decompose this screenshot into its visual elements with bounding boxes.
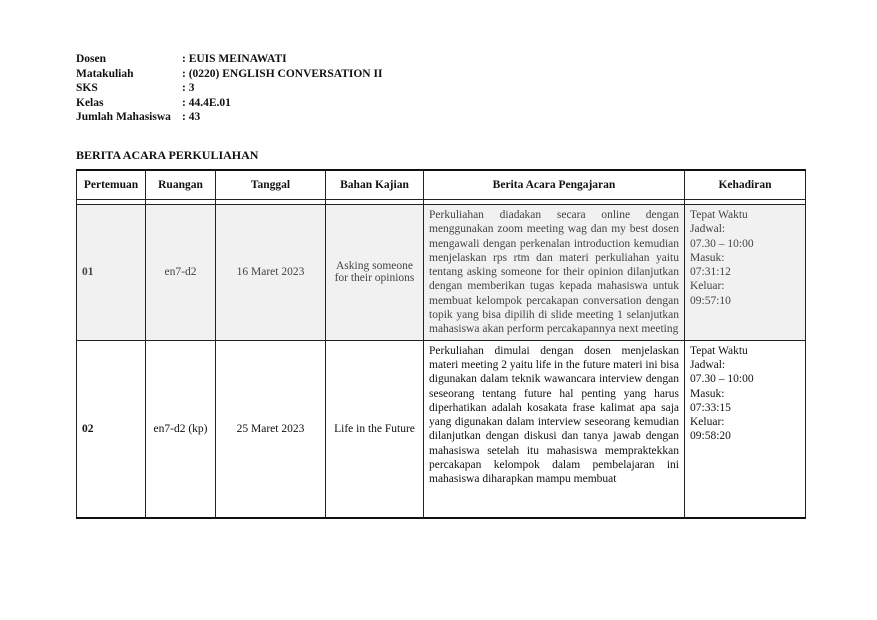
- jadwal-value: 07.30 – 10:00: [690, 237, 754, 250]
- column-header: Ruangan: [146, 170, 216, 200]
- jumlah-mahasiswa-row: [76, 110, 382, 125]
- ruangan-cell: en7-d2: [146, 205, 216, 341]
- matakuliah-label: Matakuliah: [76, 67, 134, 80]
- jadwal-label: Jadwal:: [690, 223, 726, 236]
- kelas-label: Kelas: [76, 96, 104, 109]
- course-info: [76, 52, 382, 125]
- matakuliah-row: [76, 67, 382, 82]
- table-row: [77, 205, 806, 341]
- section-title: BERITA ACARA PERKULIAHAN: [76, 148, 259, 162]
- pertemuan-cell: 02: [77, 340, 146, 518]
- masuk-label: Masuk:: [690, 387, 725, 400]
- masuk-label: Masuk:: [690, 251, 725, 264]
- dosen-value: : EUIS MEINAWATI: [182, 53, 287, 65]
- column-header: Tanggal: [216, 170, 326, 200]
- jadwal-value: 07.30 – 10:00: [690, 373, 754, 386]
- sks-label: SKS: [76, 82, 98, 94]
- kelas-row: [76, 96, 382, 111]
- jumlah-mahasiswa-value: : 43: [182, 111, 201, 123]
- attendance-status: Tepat Waktu: [690, 209, 748, 221]
- tanggal-cell: 16 Maret 2023: [216, 205, 326, 341]
- berita-acara-cell: [424, 340, 685, 518]
- keluar-value: 09:58:20: [690, 430, 731, 443]
- keluar-value: 09:57:10: [690, 294, 731, 307]
- sks-value: : 3: [182, 82, 195, 94]
- column-header: Kehadiran: [685, 170, 806, 200]
- dosen-label: Dosen: [76, 53, 107, 65]
- column-header: Pertemuan: [77, 170, 146, 200]
- pertemuan-cell: 01: [77, 205, 146, 341]
- keluar-label: Keluar:: [690, 416, 725, 429]
- berita-acara-text: Perkuliahan dimulai dengan dosen menjelaskan materi meeting 2 yaitu life in the future materi ini bisa digunakan dalam teknik wawancara interview dengan seseorang tentang future hal penting yang harus diperhatikan adalah kosakata frase kalimat apa saja yang digunakan dalam interview seseorang kemudian dilanjutkan dengan diskusi dan tanya jawab dengan mahasiswa setelah itu mahasiswa mempraktekkan percakapan kelompok dalam pembelajaran ini mahasiswa diharapkan mampu membuat: [429, 344, 679, 486]
- keluar-label: Keluar:: [690, 280, 725, 293]
- jadwal-label: Jadwal:: [690, 358, 726, 371]
- column-header: Berita Acara Pengajaran: [424, 170, 685, 200]
- jumlah-mahasiswa-label: Jumlah Mahasiswa: [76, 111, 171, 123]
- masuk-value: 07:31:12: [690, 266, 731, 279]
- bahan-kajian-cell: Asking someone for their opinions: [326, 205, 424, 341]
- attendance-status: Tepat Waktu: [690, 344, 748, 357]
- column-header: Bahan Kajian: [326, 170, 424, 200]
- dosen-row: [76, 52, 382, 67]
- kehadiran-cell: [685, 205, 806, 341]
- bahan-kajian-cell: Life in the Future: [326, 340, 424, 518]
- table-row: [77, 340, 806, 518]
- lecture-report-table: [76, 169, 806, 519]
- tanggal-cell: 25 Maret 2023: [216, 340, 326, 518]
- berita-acara-cell: Perkuliahan diadakan secara online dengan menggunakan zoom meeting wag dan my best dosen mengawali dengan perkenalan introduction kemudian menjelaskan rps rtm dan materi perkuliahan yaitu tentang asking someone for their opinion dilanjutkan dengan memberikan tugas kepada mahasiswa untuk membuat kelompok percakapan conversation dengan topik yang bisa dipilih di slide meeting 1 selanjutkan mahasiswa akan perform percakapannya next meeting: [424, 205, 685, 341]
- kelas-value: : 44.4E.01: [182, 96, 231, 109]
- matakuliah-value: : (0220) ENGLISH CONVERSATION II: [182, 67, 383, 80]
- sks-row: [76, 81, 382, 96]
- masuk-value: 07:33:15: [690, 401, 731, 414]
- table-header-row: [77, 170, 806, 200]
- ruangan-cell: en7-d2 (kp): [146, 340, 216, 518]
- kehadiran-cell: [685, 340, 806, 518]
